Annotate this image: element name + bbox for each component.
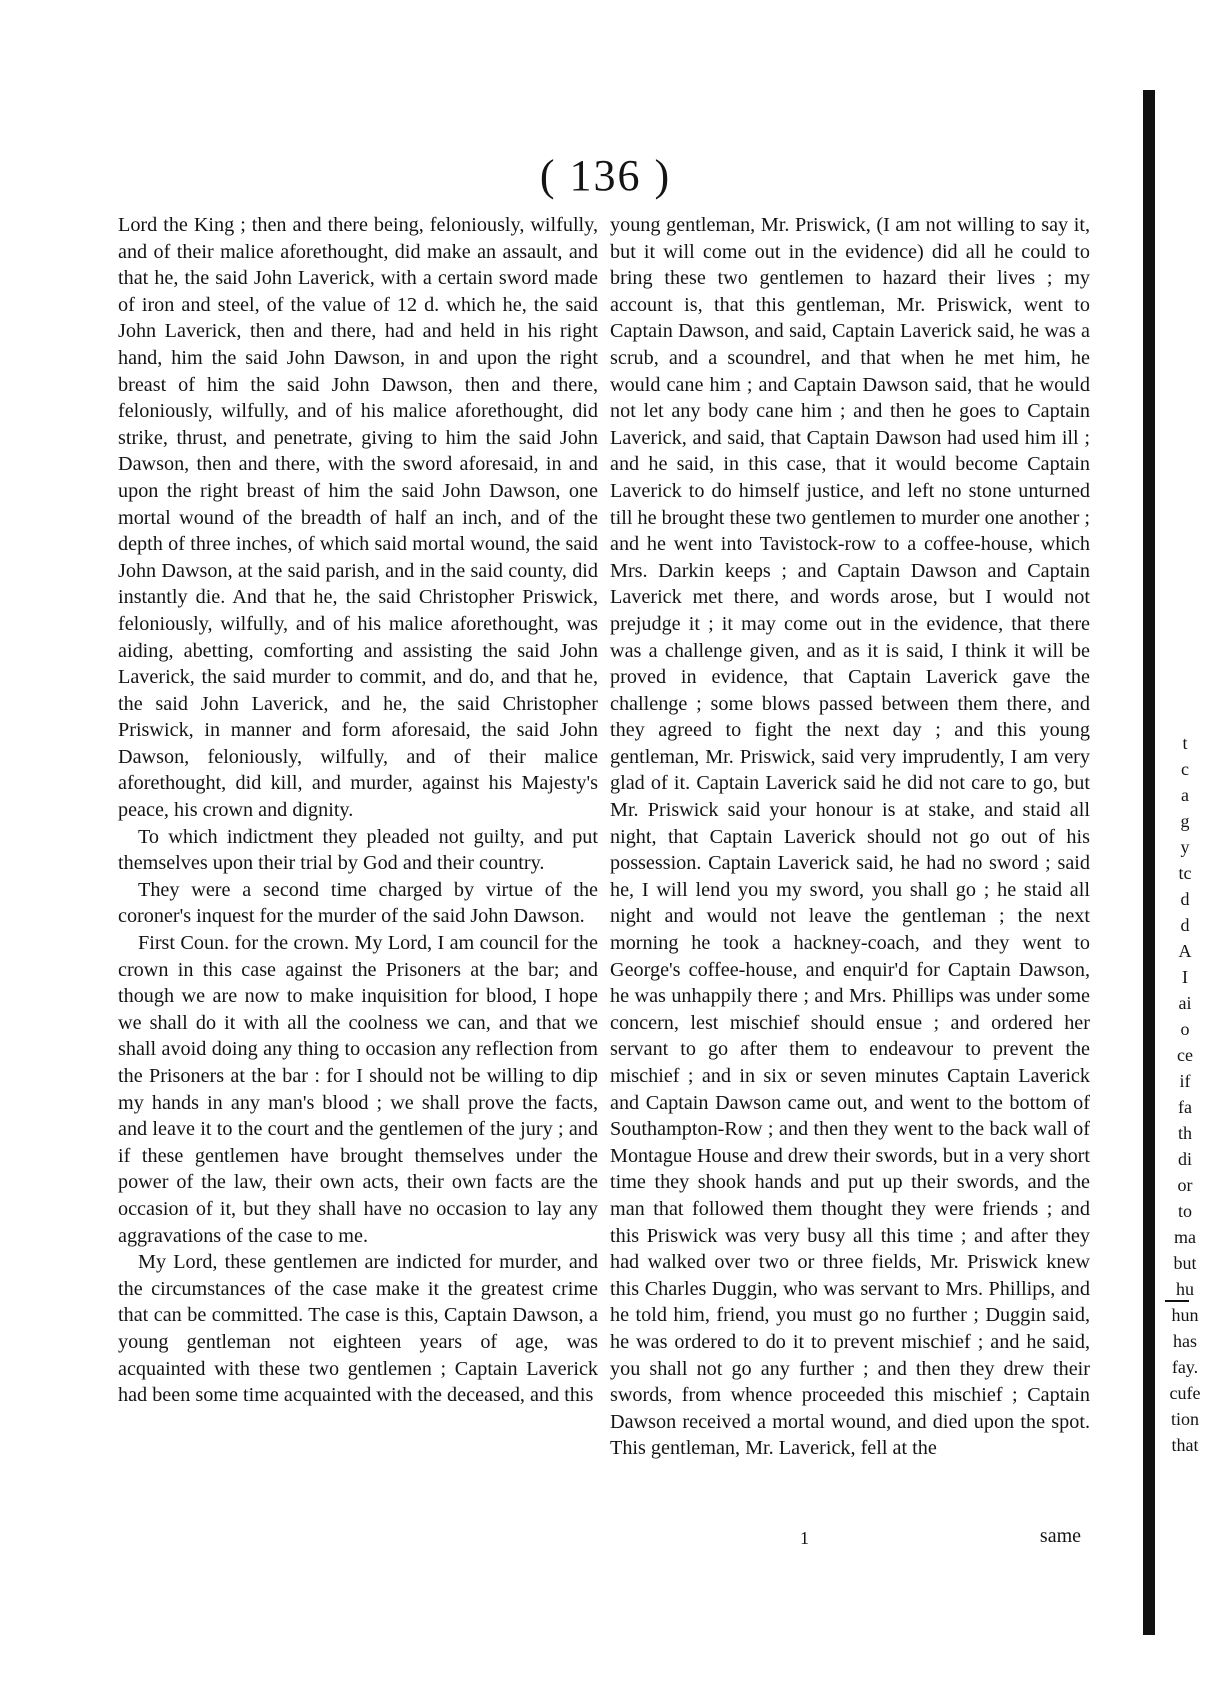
fragment: hu [1176, 1279, 1194, 1299]
fragment: to [1177, 1201, 1192, 1221]
fragment: tion [1170, 1409, 1199, 1429]
binding-margin-specks [22, 60, 62, 1520]
fragment: di [1177, 1149, 1192, 1169]
fragment: c [1181, 759, 1189, 779]
fragment: d [1180, 915, 1190, 935]
fragment: A [1178, 941, 1192, 961]
signature-mark: 1 [800, 1528, 809, 1548]
fragment: that [1171, 1435, 1199, 1455]
fragment: hun [1171, 1305, 1199, 1325]
fragment: has [1173, 1331, 1197, 1351]
left-column [118, 212, 598, 1409]
fragment: tc [1178, 863, 1192, 883]
edge-rule [1165, 1300, 1189, 1302]
fragment: y [1180, 837, 1190, 857]
fragment: ce [1177, 1045, 1193, 1065]
fragment: d [1180, 889, 1190, 909]
fragment: if [1179, 1071, 1191, 1091]
paragraph: They were a second time charged by virtue of the coroner's inquest for the murder of the said John Dawson. [118, 878, 598, 928]
fragment: t [1182, 733, 1188, 753]
fragment: fay. [1171, 1357, 1199, 1377]
fragment: fa [1178, 1097, 1192, 1117]
fragment: or [1177, 1175, 1193, 1195]
fragment: cufe [1169, 1383, 1201, 1403]
paragraph: young gentleman, Mr. Priswick, (I am not willing to say it, but it will come out in the evidence) did all he could to bring these two gentlemen to hazard their lives ; my account is, that this gentleman, Mr. Priswick, went to Captain Dawson, and said, Captain Laverick said, he was a scrub, and a scoundrel, and that when he met him, he would cane him ; and Captain Dawson said, that he would not let any body cane him ; and then he goes to Captain Laverick, and said, that Captain Dawson had used him ill ; and he said, in this case, that it would become Captain Laverick to do himself justice, and left no stone unturned till he brought these two gentlemen to murder one another ; and he went into Tavistock-row to a coffee-house, which Mrs. Darkin keeps ; and Captain Dawson and Captain Laverick met there, and words arose, but I would not prejudge it ; it may come out in the evidence, that there was a challenge given, and as it is said, I think it will be proved in evidence, that Captain Laverick gave the challenge ; some blows passed between them there, and they agreed to fight the next day ; and this young gentleman, Mr. Priswick, said very imprudently, I am very glad of it. Captain Laverick said he did not care to go, but Mr. Priswick said your honour is at stake, and staid all night, that Captain Laverick should not go out of his possession. Captain Laverick said, he had no sword ; said he, I will lend you my sword, you shall go ; he staid all night and would not leave the gentleman ; the next morning he took a hackney-coach, and they went to George's coffee-house, and enquir'd for Captain Dawson, he was unhappily there ; and Mrs. Phillips was under some concern, lest mischief should ensue ; and ordered her servant to go after them to endeavour to prevent the mischief ; and in six or seven minutes Captain Laverick and Captain Dawson came out, and went to the bottom of Southampton-Row ; and then they went to the back wall of Montague House and drew their swords, but in a very short time they shook hands and put up their swords, and the man that followed them thought they were friends ; and this Priswick was very busy all this time ; and after they had walked over two or three fields, Mr. Priswick knew this Charles Duggin, who was servant to Mrs. Phillips, and he told him, friend, you must go no further ; Duggin said, he was ordered to do it to prevent mischief ; and he said, you shall not go any further ; and then they drew their swords, from whence proceeded this mischief ; Captain Dawson received a mortal wound, and died upon the spot. This gentleman, Mr. Laverick, fell at the [610, 214, 1090, 1460]
paragraph: To which indictment they pleaded not guilty, and put themselves upon their trial by God and their country. [118, 825, 598, 875]
paragraph: My Lord, these gentlemen are indicted for murder, and the circumstances of the case make it the greatest crime that can be committed. The case is this, Captain Dawson, a young gentleman not eighteen years of age, was acquainted with these two gentlemen ; Captain Laverick had been some time acquainted with the deceased, and this [118, 1251, 598, 1407]
next-page-fragments [1165, 730, 1205, 1458]
page-edge-shadow [1143, 90, 1155, 1635]
fragment: ai [1178, 993, 1192, 1013]
fragment: g [1180, 811, 1190, 831]
fragment: th [1177, 1123, 1192, 1143]
paragraph: First Coun. for the crown. My Lord, I am council for the crown in this case against the Prisoners at the bar; and though we are now to make inquisition for blood, I hope we shall do it with all the coolness we can, and that we shall avoid doing any thing to occasion any reflection from the Prisoners at the bar : for I should not be willing to dip my hands in any man's blood ; we shall prove the facts, and leave it to the court and the gentlemen of the jury ; and if these gentlemen have brought themselves under the power of the law, their own acts, their own facts are the occasion of it, but they shall have no occasion to lay any aggravations of the case to me. [118, 932, 598, 1247]
fragment: but [1173, 1253, 1197, 1273]
right-column [610, 212, 1090, 1462]
paragraph: Lord the King ; then and there being, feloniously, wilfully, and of their malice aforethought, did make an assault, and that he, the said John Laverick, with a certain sword made of iron and steel, of the value of 12 d. which he, the said John Laverick, then and there, had and held in his right hand, him the said John Dawson, in and upon the right breast of him the said John Dawson, then and there, feloniously, wilfully, and of his malice aforethought, did strike, thrust, and penetrate, giving to him the said John Dawson, then and there, with the sword aforesaid, in and upon the right breast of him the said John Dawson, one mortal wound of the breadth of half an inch, and of the depth of three inches, of which said mortal wound, the said John Dawson, at the said parish, and in the said county, did instantly die. And that he, the said Christopher Priswick, feloniously, wilfully, and of his malice aforethought, was aiding, abetting, comforting and assisting the said John Laverick, the said murder to commit, and do, and that he, the said John Laverick, and he, the said Christopher Priswick, in manner and form aforesaid, the said John Dawson, feloniously, wilfully, and of their malice aforethought, did kill, and murder, against his Majesty's peace, his crown and dignity. [118, 214, 598, 822]
fragment: a [1181, 785, 1189, 805]
fragment: o [1180, 1019, 1190, 1039]
catchword: same [1039, 1525, 1081, 1547]
page-number: ( 136 ) [539, 151, 672, 200]
fragment: I [1182, 967, 1188, 987]
fragment: ma [1174, 1227, 1196, 1247]
